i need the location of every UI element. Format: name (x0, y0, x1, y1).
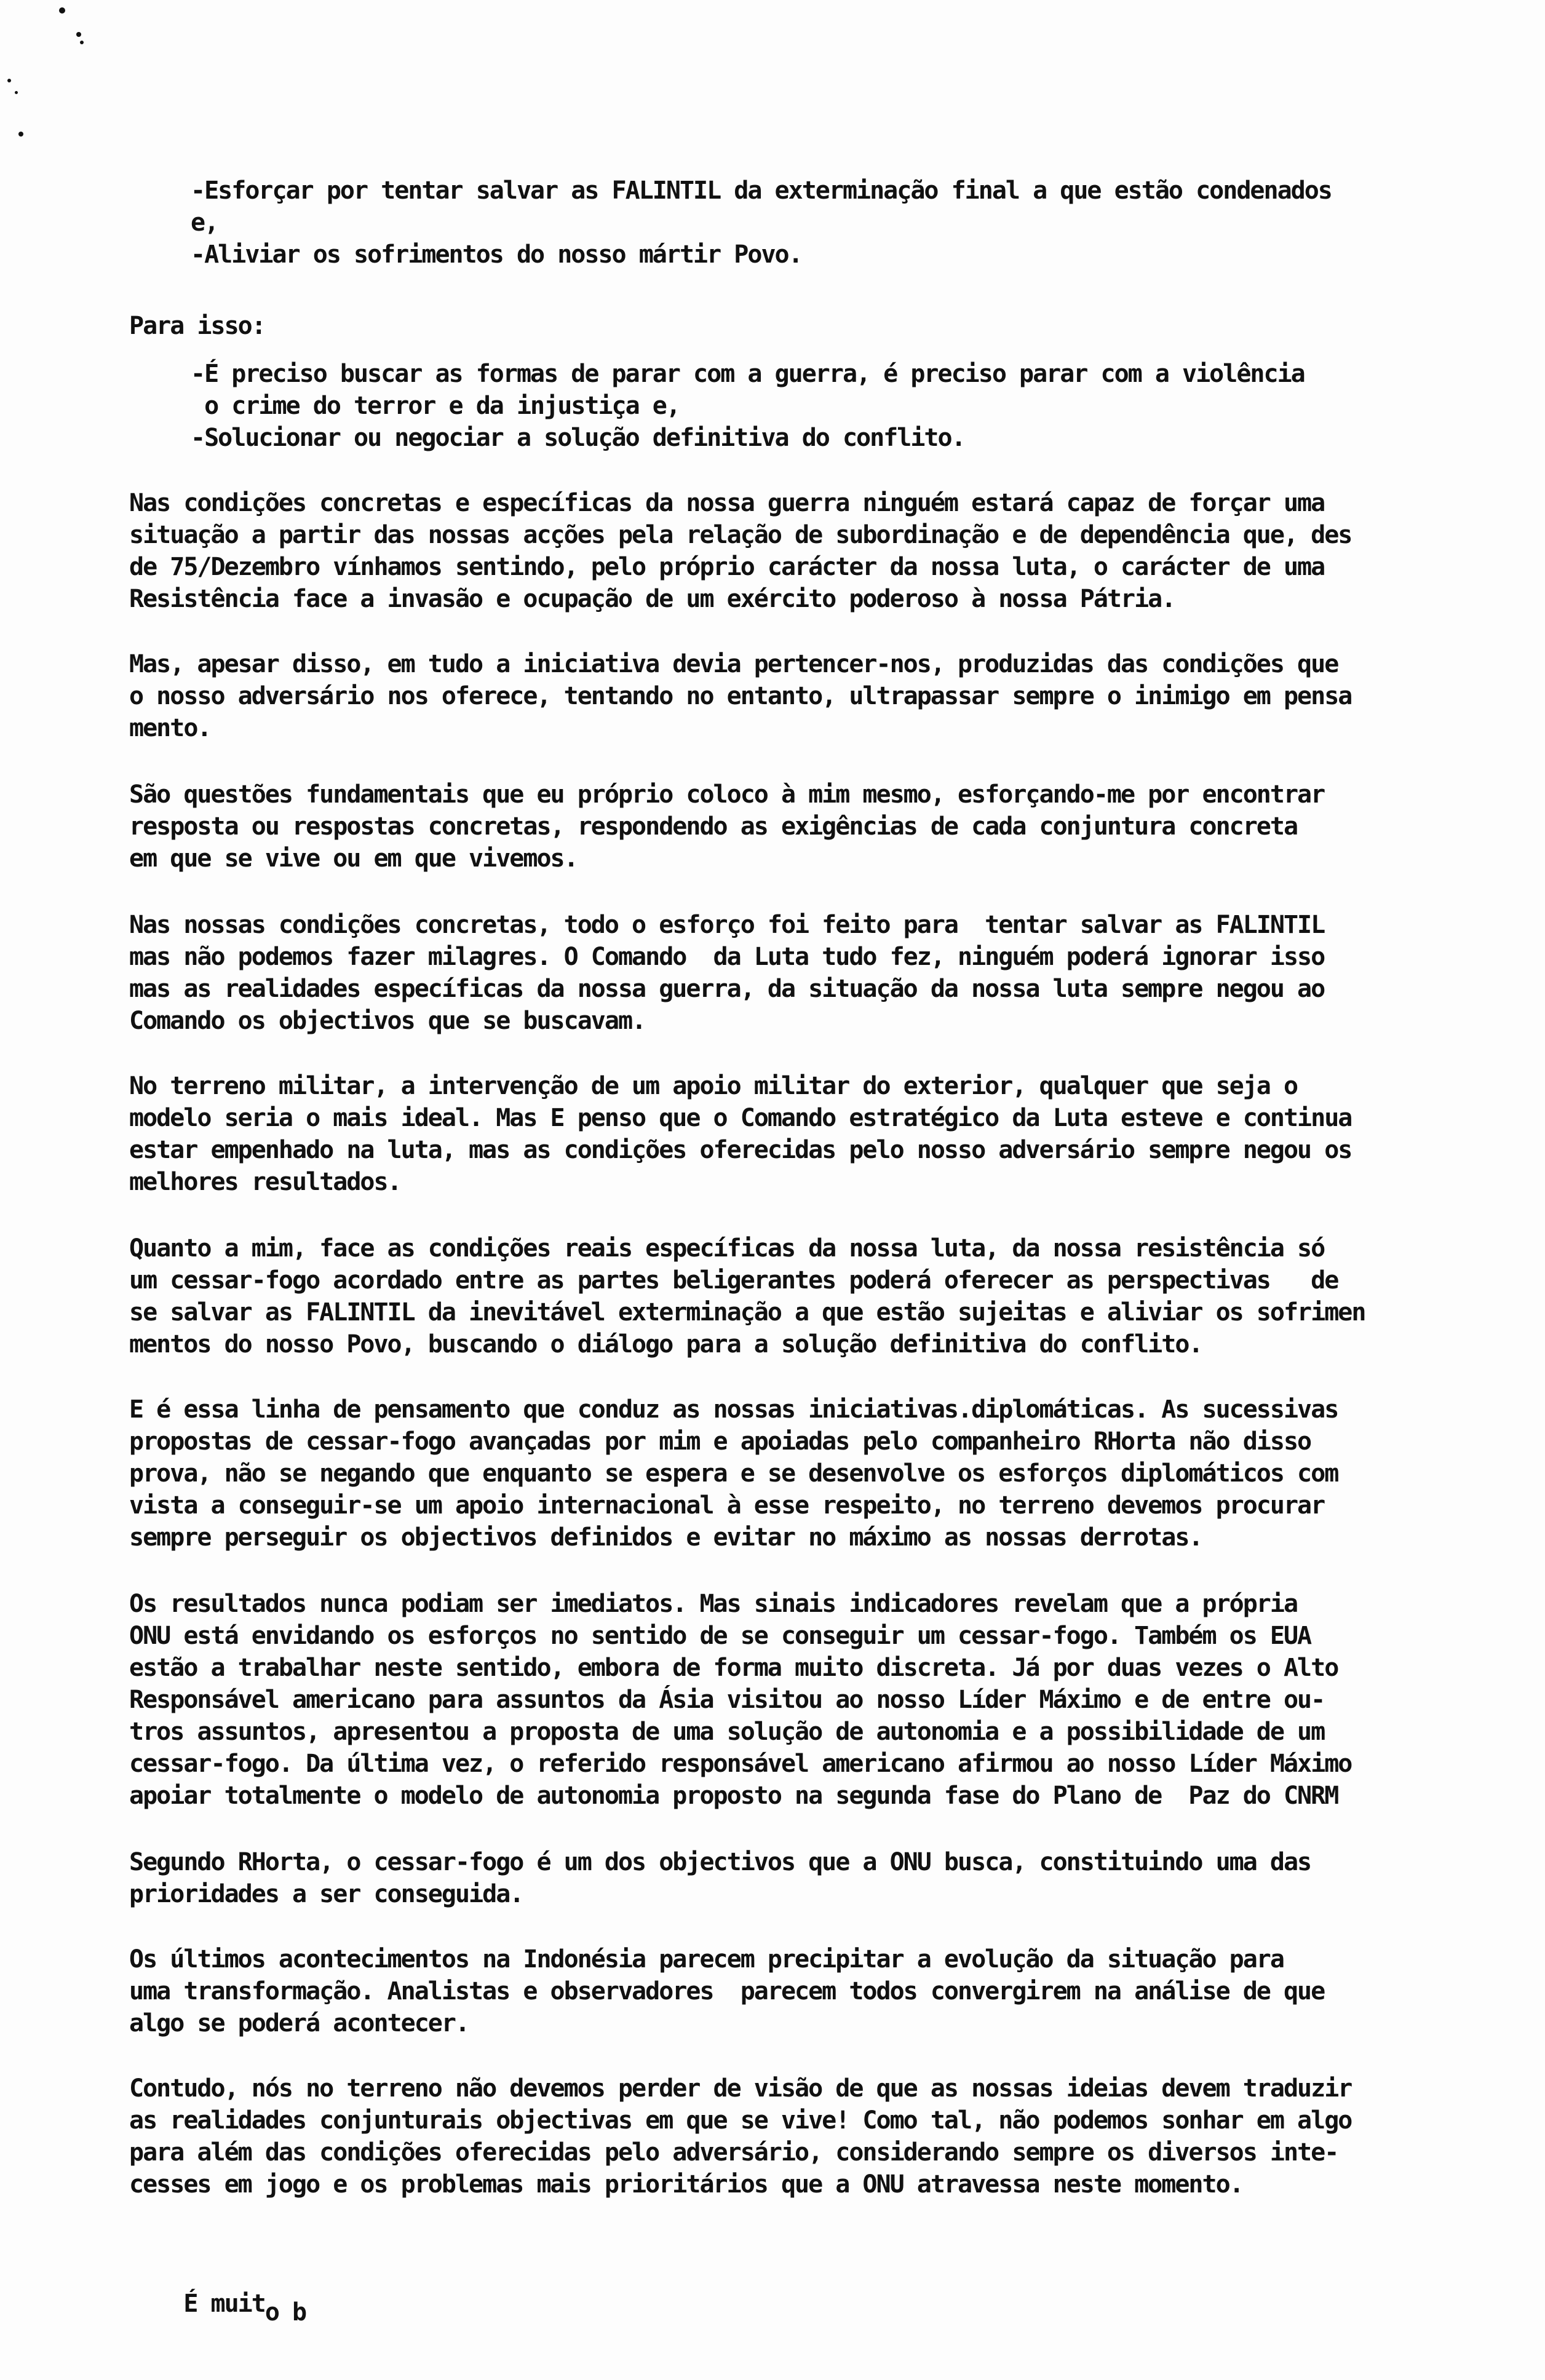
paragraph-line: Os resultados nunca podiam ser imediatos. Mas sinais indicadores revelam que a própria (129, 1590, 1298, 1618)
closing-line (129, 2256, 306, 2352)
paragraph-line: situação a partir das nossas acções pela relação de subordinação e de dependência que, des (129, 521, 1352, 549)
intro-line: Para isso: (129, 312, 265, 340)
stray-mark (76, 32, 81, 37)
paragraph-line: Nas condições concretas e específicas da nossa guerra ninguém estará capaz de forçar uma (129, 489, 1325, 517)
paragraph-line: um cessar-fogo acordado entre as partes beligerantes poderá oferecer as perspectivas de (129, 1266, 1338, 1295)
paragraph-line: de 75/Dezembro vínhamos sentindo, pelo próprio carácter da nossa luta, o carácter de uma (129, 553, 1325, 581)
stray-mark (18, 132, 23, 137)
paragraph-line: cessar-fogo. Da última vez, o referido responsável americano afirmou ao nosso Líder Máximo (129, 1750, 1352, 1778)
paragraph-line: em que se vive ou em que vivemos. (129, 844, 578, 873)
stray-mark (15, 91, 18, 94)
paragraph-line: propostas de cessar-fogo avançadas por mim e apoiadas pelo companheiro RHorta não disso (129, 1427, 1311, 1456)
paragraph-line: se salvar as FALINTIL da inevitável exterminação a que estão sujeitas e aliviar os sofrimen (129, 1298, 1365, 1327)
paragraph-line: Contudo, nós no terreno não devemos perder de visão de que as nossas ideias devem traduzir (129, 2074, 1352, 2103)
paragraph-line: vista a conseguir-se um apoio internacional à esse respeito, no terreno devemos procurar (129, 1491, 1325, 1520)
paragraph-line: estar empenhado na luta, mas as condições oferecidas pelo nosso adversário sempre negou os (129, 1136, 1352, 1164)
paragraph-line: sempre perseguir os objectivos definidos e evitar no máximo as nossas derrotas. (129, 1523, 1202, 1552)
paragraph-line: prioridades a ser conseguida. (129, 1880, 523, 1908)
list-item: -Aliviar os sofrimentos do nosso mártir Povo. (191, 240, 802, 269)
paragraph-line: as realidades conjunturais objectivas em que se vive! Como tal, não podemos sonhar em algo (129, 2106, 1352, 2135)
paragraph-line: resposta ou respostas concretas, respondendo as exigências de cada conjuntura concreta (129, 812, 1298, 841)
paragraph-line: melhores resultados. (129, 1168, 401, 1196)
paragraph-line: para além das condições oferecidas pelo adversário, considerando sempre os diversos inte- (129, 2138, 1338, 2167)
paragraph-line: prova, não se negando que enquanto se espera e se desenvolve os esforços diplomáticos com (129, 1459, 1338, 1488)
stray-mark (80, 41, 84, 44)
paragraph-line: modelo seria o mais ideal. Mas E penso que o Comando estratégico da Luta esteve e continua (129, 1104, 1352, 1132)
paragraph-line: estão a trabalhar neste sentido, embora de forma muito discreta. Já por duas vezes o Alto (129, 1654, 1338, 1682)
paragraph-line: ONU está envidando os esforços no sentido de se conseguir um cessar-fogo. Também os EUA (129, 1622, 1311, 1650)
paragraph-line: Comando os objectivos que se buscavam. (129, 1007, 646, 1035)
paragraph-line: Nas nossas condições concretas, todo o esforço foi feito para tentar salvar as FALINTIL (129, 911, 1325, 939)
paragraph-line: uma transformação. Analistas e observadores parecem todos convergirem na análise de que (129, 1977, 1325, 2005)
paragraph-line: No terreno militar, a intervenção de um apoio militar do exterior, qualquer que seja o (129, 1072, 1298, 1100)
paragraph-line: E é essa linha de pensamento que conduz as nossas iniciativas.diplomáticas. As sucessivas (129, 1395, 1338, 1424)
list-item: -Solucionar ou negociar a solução definitiva do conflito. (191, 424, 965, 452)
paragraph-line: algo se poderá acontecer. (129, 2009, 469, 2037)
paragraph-line: São questões fundamentais que eu próprio coloco à mim mesmo, esforçando-me por encontrar (129, 780, 1325, 809)
paragraph-line: tros assuntos, apresentou a proposta de uma solução de autonomia e a possibilidade de um (129, 1718, 1325, 1746)
closing-text: É muit (183, 2290, 265, 2318)
stray-mark (7, 79, 11, 82)
paragraph-line: apoiar totalmente o modelo de autonomia proposto na segunda fase do Plano de Paz do CNRM (129, 1782, 1338, 1810)
paragraph-line: o nosso adversário nos oferece, tentando no entanto, ultrapassar sempre o inimigo em pensa (129, 682, 1352, 710)
stray-mark (59, 7, 65, 14)
closing-text-tail: o b (264, 2298, 306, 2326)
paragraph-line: Segundo RHorta, o cessar-fogo é um dos objectivos que a ONU busca, constituindo uma das (129, 1848, 1311, 1876)
paragraph-line: mas não podemos fazer milagres. O Comando da Luta tudo fez, ninguém poderá ignorar isso (129, 943, 1325, 971)
paragraph-line: Responsável americano para assuntos da Ásia visitou ao nosso Líder Máximo e de entre ou- (129, 1686, 1325, 1714)
paragraph-line: Resistência face a invasão e ocupação de um exército poderoso à nossa Pátria. (129, 585, 1175, 613)
list-item: e, (191, 208, 218, 237)
list-item: o crime do terror e da injustiça e, (191, 392, 680, 420)
paragraph-line: Quanto a mim, face as condições reais específicas da nossa luta, da nossa resistência só (129, 1234, 1325, 1263)
list-item: -É preciso buscar as formas de parar com a guerra, é preciso parar com a violência (191, 360, 1305, 388)
paragraph-line: Mas, apesar disso, em tudo a iniciativa devia pertencer-nos, produzidas das condições que (129, 650, 1338, 678)
paragraph-line: mentos do nosso Povo, buscando o diálogo para a solução definitiva do conflito. (129, 1330, 1202, 1359)
paragraph-line: Os últimos acontecimentos na Indonésia parecem precipitar a evolução da situação para (129, 1945, 1284, 1973)
paragraph-line: mas as realidades específicas da nossa guerra, da situação da nossa luta sempre negou ao (129, 975, 1325, 1003)
paragraph-line: mento. (129, 714, 211, 742)
list-item: -Esforçar por tentar salvar as FALINTIL da exterminação final a que estão condenados (191, 177, 1332, 205)
paragraph-line: cesses em jogo e os problemas mais prioritários que a ONU atravessa neste momento. (129, 2170, 1243, 2199)
